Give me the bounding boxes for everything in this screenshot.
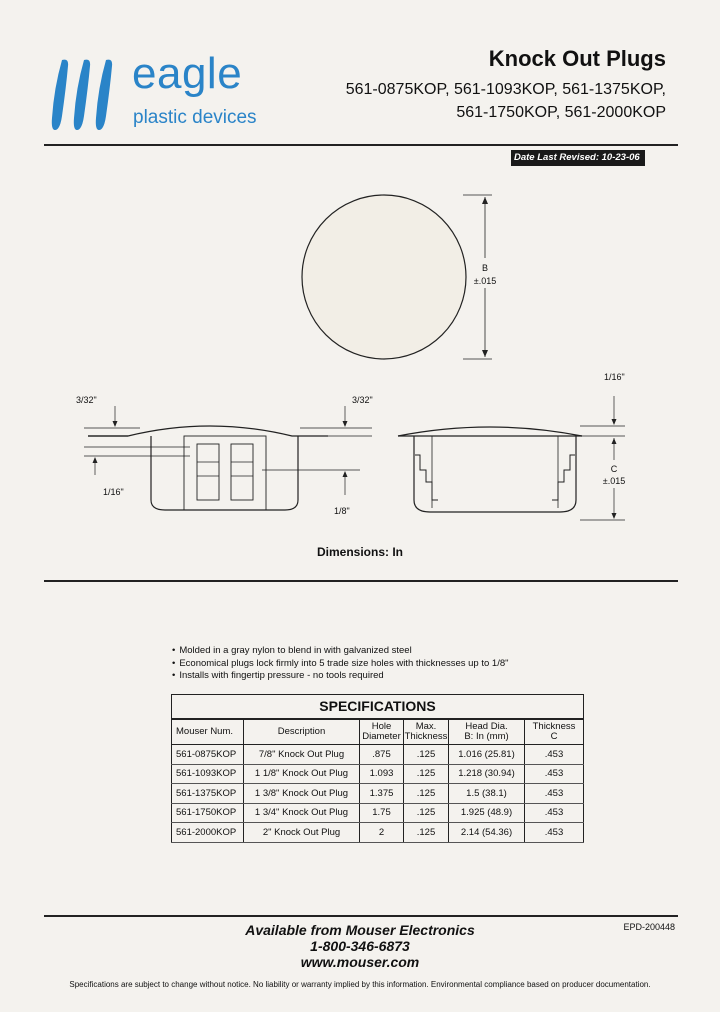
footer-divider xyxy=(44,915,678,917)
feature-item: • Molded in a gray nylon to blend in with galvanized steel xyxy=(172,645,509,658)
revised-date-badge: Date Last Revised: 10-23-06 xyxy=(511,150,645,166)
dimensions-caption: Dimensions: In xyxy=(316,545,403,559)
table-row: 561-0875KOP 7/8" Knock Out Plug .875 .125 1.016 (25.81) .453 xyxy=(172,745,584,765)
part-numbers-line1: 561-0875KOP, 561-1093KOP, 561-1375KOP, xyxy=(345,81,666,98)
left-view-cap-outline xyxy=(88,426,328,436)
feature-list xyxy=(172,645,509,683)
eagle-logo-stripes-icon xyxy=(48,58,128,138)
table-header-row xyxy=(172,719,584,745)
page-title: Knock Out Plugs xyxy=(488,46,666,71)
col-header-mouser: Mouser Num. xyxy=(172,719,244,745)
phone-number: 1-800-346-6873 xyxy=(310,938,410,954)
col-header-hole: Hole Diameter xyxy=(360,719,404,745)
dim-3-32-right: 3/32" xyxy=(352,395,373,405)
plug-top-view-circle xyxy=(302,195,466,359)
specifications-title: SPECIFICATIONS xyxy=(172,695,584,719)
right-view-cap-outline xyxy=(398,427,582,436)
dim-c-tolerance: ±.015 xyxy=(602,476,626,486)
dim-b-tolerance: ±.015 xyxy=(473,276,497,286)
dim-1-8: 1/8" xyxy=(334,506,350,516)
website-link[interactable]: www.mouser.com xyxy=(300,954,420,970)
table-row: 561-1750KOP 1 3/4" Knock Out Plug 1.75 .125 1.925 (48.9) .453 xyxy=(172,803,584,823)
dim-b-label: B xyxy=(481,263,489,273)
part-numbers-line2: 561-1750KOP, 561-2000KOP xyxy=(456,104,666,121)
right-view-body-outline xyxy=(414,436,576,512)
table-row: 561-2000KOP 2" Knock Out Plug 2 .125 2.14 (54.36) .453 xyxy=(172,823,584,843)
technical-drawing xyxy=(0,170,720,550)
dim-3-32-left: 3/32" xyxy=(76,395,97,405)
table-row: 561-1375KOP 1 3/8" Knock Out Plug 1.375 .125 1.5 (38.1) .453 xyxy=(172,784,584,804)
col-header-thickness: Thickness C xyxy=(525,719,584,745)
document-number: EPD-200448 xyxy=(623,922,675,932)
availability-block xyxy=(0,922,720,970)
col-header-description: Description xyxy=(244,719,360,745)
brand-name: eagle xyxy=(132,49,243,98)
disclaimer-text: Specifications are subject to change without notice. No liability or warranty implied by this information. Environmental compliance based on producer documentation. xyxy=(69,980,651,989)
feature-item: • Economical plugs lock firmly into 5 trade size holes with thicknesses up to 1/8" xyxy=(172,658,509,671)
dim-1-16-right: 1/16" xyxy=(604,372,625,382)
dim-1-16-left: 1/16" xyxy=(103,487,124,497)
brand-tagline: plastic devices xyxy=(133,107,257,128)
feature-item: • Installs with fingertip pressure - no tools required xyxy=(172,670,509,683)
dim-c-label: C xyxy=(610,464,618,474)
header-divider xyxy=(44,144,678,146)
specifications-table xyxy=(171,694,584,843)
col-header-head-dia: Head Dia. B: In (mm) xyxy=(449,719,525,745)
drawing-divider xyxy=(44,580,678,582)
available-from-text: Available from Mouser Electronics xyxy=(245,922,475,938)
table-row: 561-1093KOP 1 1/8" Knock Out Plug 1.093 .125 1.218 (30.94) .453 xyxy=(172,764,584,784)
col-header-max-thickness: Max. Thickness xyxy=(404,719,449,745)
